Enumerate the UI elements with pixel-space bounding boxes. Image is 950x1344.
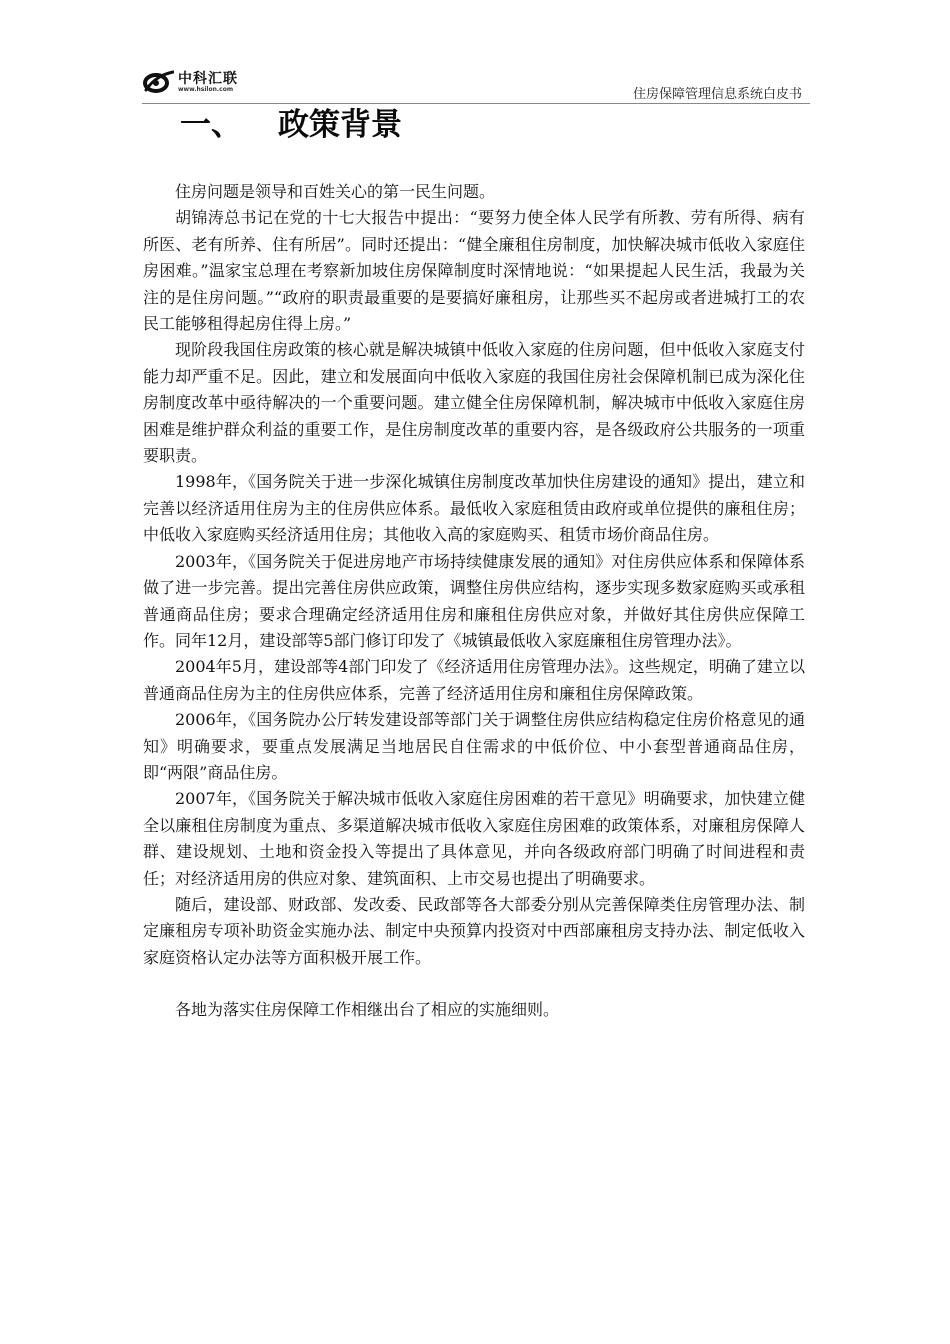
paragraph: 2004年5月，建设部等4部门印发了《经济适用住房管理办法》。这些规定，明确了建立以普通商品住房为主的住房供应体系，完善了经济适用住房和廉租住房保障政策。	[143, 657, 805, 703]
paragraph: 各地为落实住房保障工作相继出台了相应的实施细则。	[175, 1000, 560, 1020]
section-title: 政策背景	[278, 107, 402, 143]
paragraph: 2003年，《国务院关于促进房地产市场持续健康发展的通知》对住房供应体系和保障体系做了进一步完善。提出完善住房供应政策，调整住房供应结构，逐步实现多数家庭购买或承租普通商品住房；要求合理确定经济适用住房和廉租住房供应对象，并做好其住房供应保障工作。同年12月，建设部等5部门修订印发了《城镇最低收入家庭廉租住房管理办法》。	[143, 551, 805, 650]
paragraph: 2006年，《国务院办公厅转发建设部等部门关于调整住房供应结构稳定住房价格意见的通知》明确要求，要重点发展满足当地居民自住需求的中低价位、中小套型普通商品住房，即“两限”商品住房。	[143, 710, 805, 782]
logo-url: www.hsilon.com	[178, 86, 234, 93]
paragraph: 住房问题是领导和百姓关心的第一民生问题。	[175, 182, 496, 201]
logo-name: 中科汇联	[178, 71, 238, 87]
paragraph: 现阶段我国住房政策的核心就是解决城镇中低收入家庭的住房问题，但中低收入家庭支付能力却严重不足。因此，建立和发展面向中低收入家庭的我国住房社会保障机制已成为深化住房制度改革中亟待解决的一个重要问题。建立健全住房保障机制，解决城市中低收入家庭住房困难是维护群众利益的重要工作，是住房制度改革的重要内容，是各级政府公共服务的一项重要职责。	[143, 340, 805, 466]
document-title: 住房保障管理信息系统白皮书	[632, 87, 802, 102]
paragraph: 随后，建设部、财政部、发改委、民政部等各大部委分别从完善保障类住房管理办法、制定廉租房专项补助资金实施办法、制定中央预算内投资对中西部廉租房支持办法、制定低收入家庭资格认定办法等方面积极开展工作。	[143, 894, 805, 967]
swirl-logo-icon	[142, 68, 174, 96]
paragraph: 胡锦涛总书记在党的十七大报告中提出：“要努力使全体人民学有所教、劳有所得、病有所医、老有所养、住有所居”。同时还提出：“健全廉租住房制度，加快解决城市低收入家庭住房困难。”温家宝总理在考察新加坡住房保障制度时深情地说：“如果提起人民生活，我最为关注的是住房问题。”“政府的职责最重要的是要搞好廉租房，让那些买不起房或者进城打工的农民工能够租得起房住得上房。”	[143, 208, 805, 334]
page-header	[0, 0, 950, 110]
company-logo	[142, 64, 252, 100]
paragraph: 1998年，《国务院关于进一步深化城镇住房制度改革加快住房建设的通知》提出，建立和完善以经济适用住房为主的住房供应体系。最低收入家庭租赁由政府或单位提供的廉租住房；中低收入家庭购买经济适用住房；其他收入高的家庭购买、租赁市场价商品住房。	[143, 472, 805, 545]
body-text	[143, 179, 805, 1024]
paragraph: 2007年，《国务院关于解决城市低收入家庭住房困难的若干意见》明确要求，加快建立健全以廉租住房制度为重点、多渠道解决城市低收入家庭住房困难的政策体系，对廉租房保障人群、建设规划、土地和资金投入等提出了具体意见，并向各级政府部门明确了时间进程和责任；对经济适用房的供应对象、建筑面积、上市交易也提出了明确要求。	[143, 789, 805, 888]
section-heading	[180, 104, 402, 146]
section-number: 一、	[180, 107, 242, 143]
